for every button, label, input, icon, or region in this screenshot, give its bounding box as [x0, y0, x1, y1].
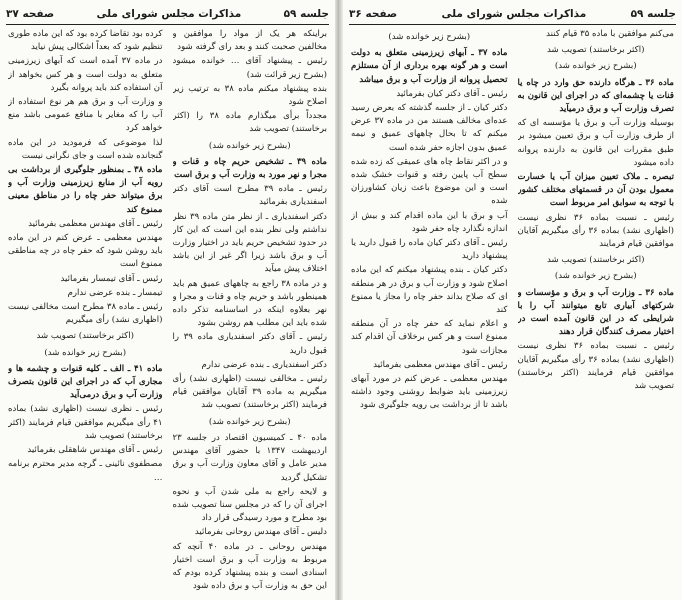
paragraph: رئیس ـ آقای تیمسار بفرمائید [60, 273, 163, 284]
paragraph: و در اکثر نقاط چاه های عمیقی که زده شده سطح آب پایین رفته و قنوات خشک شده است و این موضوع باعث زیان کشاورزان شده [351, 156, 508, 207]
left-page-column-right [173, 28, 328, 596]
right-page-session: جلسه ۵۹ [630, 8, 676, 20]
paragraph: رئیس ـ ماده ۳۹ مطرح است آقای دکتر اسفندیاری بفرمائید [172, 184, 327, 208]
left-page-number: صفحه ۳۷ [6, 8, 55, 20]
article-text: ماده ۳۸ ـ بمنظور جلوگیری از برداشت بی رویه آب از منابع زیرزمینی وزارت آب و برق میتواند حفر چاه را در مناطق معینی ممنوع کند [8, 165, 163, 215]
paragraph: بوسیله وزارت آب و برق یا مؤسسه ای که از طرف وزارت آب و برق تعیین میشود بر طبق مقررات این قانون به دارنده پروانه داده میشود [517, 118, 674, 168]
note-text: تبصره ـ ملاک تعیین میزان آب یا خسارت معمول بودن آن در قسمتهای مختلف کشور با توجه به سوابق امر مربوط است [517, 172, 674, 209]
paragraph: مجدداً برأی میگذارم ماده ۳۸ را (اکثر برخاستند) تصویب شد [172, 111, 327, 135]
article-text: ماده ۳۶ ـ هرگاه دارنده حق وارد در چاه یا قنات یا چشمه‌ای که در اجرای این قانون به تصرف وزارت آب و برق درمیآید [517, 77, 674, 115]
right-page-number: صفحه ۳۶ [349, 8, 398, 20]
paragraph: دکتر کیان ـ بنده پیشنهاد میکنم که این ماده اصلاح شود و وزارت آب و برق در هر منطقه ای که صلاح بداند حفر چاه را مجاز یا ممنوع کند [351, 265, 508, 316]
left-page-column-left [8, 28, 163, 596]
paragraph: مهندس معظمی ـ عرض کنم در مورد آبهای زیرزمینی باید ضوابط روشنی وجود داشته باشد تا از برداشت بی رویه جلوگیری شود [351, 374, 508, 411]
paragraph: در ماده ۳۷ آمده است که آبهای زیرزمینی متعلق به دولت است و هر کس بخواهد از آن استفاده کند باید پروانه بگیرد [8, 56, 163, 93]
paragraph: رئیس ـ نسبت بماده ۳۶ نظری نیست (اظهاری نشد) بماده ۳۶ رأی میگیریم آقایان موافقین قیام فرمایند (اکثر برخاستند) تصویب شد [517, 341, 674, 392]
article-text: ماده ۳۶ ـ وزارت آب و برق و مؤسسات و شرکتهای آبیاری تابع میتوانند آب را با شرایطی که در این قانون آمده است در اختیار مصرف کنندگان قرار دهند [517, 287, 674, 338]
article-text: ماده ۳۷ ـ آبهای زیرزمینی متعلق به دولت است و هر گونه بهره برداری از آن مستلزم تحصیل پروانه از وزارت آب و برق میباشد [351, 48, 508, 85]
book-gutter [335, 0, 343, 600]
paragraph: براینکه هر یک از مواد را موافقین و مخالفین صحبت کنند و بعد رای گرفته شود [172, 29, 327, 53]
paragraph: رئیس ـ نسبت بماده ۳۶ نظری نیست (اظهاری نشد) بماده ۳۶ رأی میگیریم آقایان موافقین قیام فرمایند [517, 212, 674, 250]
paragraph: دکتر اسفندیاری ـ بنده عرضی ندارم [201, 359, 327, 370]
paragraph: رئیس ـ ماده ۳۸ مطرح است مخالفی نیست (اظهاری نشد) رأی میگیریم [8, 302, 163, 326]
left-page-body [8, 28, 327, 596]
paragraph: رئیس ـ آقای مهندس معظمی بفرمائید [28, 218, 163, 229]
paragraph: کرده بود تقاضا کرده بود که این ماده طوری تنظیم شود که بعداً اشکالی پیش نیاید [8, 29, 163, 53]
right-page-header [349, 6, 676, 25]
paragraph: دلیس ـ آقای مهندس روحانی بفرمائید [194, 527, 327, 538]
vote-result: (اکثر برخاستند) تصویب شد [546, 45, 645, 56]
paragraph: لذا موضوعی که فرمودید در این ماده گنجانده شده است و جای نگرانی نیست [8, 137, 163, 161]
paragraph: مهندس روحانی ـ در ماده ۴۰ آنچه که مربوط به وزارت آب و برق است اختیار اسنادی است و بنده پیشنهاد کرده بودم که این حق به وزارت آب و برق داده شود [172, 541, 327, 592]
reading-note: (بشرح زیر خوانده شد) [44, 347, 127, 358]
paragraph: رئیس ـ نظری نیست (اظهاری نشد) بماده ۴۱ رأی میگیریم موافقین قیام فرمایند (اکثر برخاستند) تصویب شد [8, 404, 163, 441]
vote-result: (اکثر برخاستند) تصویب شد [36, 331, 134, 342]
paragraph: بنده پیشنهاد میکنم ماده ۳۸ به ترتیب زیر اصلاح شود [172, 83, 327, 108]
article-text: ماده ۴۱ ـ الف ـ کلیه قنوات و چشمه ها و مجاری آب که در اجرای این قانون بتصرف وزارت آب و برق درمی‌آید [8, 363, 163, 401]
paragraph: و لایحه راجع به ملی شدن آب و نحوه اجرای آن را که در مجلس سنا تصویب شده بود مطرح و مورد رسیدگی قرار داد [172, 486, 327, 524]
left-page-session: جلسه ۵۹ [283, 8, 329, 20]
paragraph: رئیس ـ آقای دکتر اسفندیاری ماده ۳۹ را قبول دارید [172, 332, 327, 356]
paragraph: مهندس معظمی ـ عرض کنم در این ماده باید روشن شود که حفر چاه در چه مناطقی ممنوع است [8, 233, 163, 270]
paragraph: رئیس ـ آقای دکتر کیان ماده را قبول دارید یا پیشنهاد دارید [351, 238, 508, 262]
reading-note: (بشرح زیر خوانده شد) [388, 32, 471, 42]
paragraph: رئیس ـ پیشنهاد آقای … خوانده میشود (بشرح زیر قرائت شد) [172, 56, 327, 80]
left-page-header [6, 6, 329, 25]
paragraph: رئیس ـ آقای مهندس شاهقلی بفرمائید [27, 445, 163, 456]
paragraph: دکتر اسفندیاری ـ از نظر متن ماده ۳۹ نظر نداشتم ولی نظر بنده این است که این کار در حدود تشخیص حریم باید در اختیار وزارت آب و برق باشد زیرا اگر غیر از این باشد اختلاف پیش میآید [172, 211, 327, 275]
right-page-column-left [351, 28, 508, 596]
paragraph: ماده ۴۰ ـ کمیسیون اقتصاد در جلسه ۲۳ اردیبهشت ۱۳۴۷ با حضور آقای مهندس مدیر عامل و آقای معاون وزارت آب و برق تشکیل گردید [172, 432, 327, 483]
paragraph: رئیس ـ مخالفی نیست (اظهاری نشد) رأی میگیریم به ماده ۳۹ آقایان موافقین قیام فرمایند (اکثر برخاستند) تصویب شد [172, 374, 327, 411]
reading-note: (بشرح زیر خوانده شد) [208, 140, 291, 151]
reading-note: (بشرح زیر خوانده شد) [208, 416, 291, 427]
left-page-title: مذاکرات مجلس شورای ملی [96, 8, 242, 20]
right-page-body [351, 28, 674, 596]
left-page [0, 0, 335, 600]
paragraph: رئیس ـ آقای دکتر کیان بفرمائید [396, 88, 508, 99]
paragraph: می‌کنم موافقین با ماده ۳۵ قیام کنند [546, 29, 674, 39]
paragraph: و اعلام نماید که حفر چاه در آن منطقه ممنوع است و هر کس برخلاف آن اقدام کند مجازات شود [351, 319, 508, 356]
paragraph: مصطفوی نائینی ـ گرچه مدیر محترم برنامه … [8, 459, 163, 483]
right-page [343, 0, 682, 600]
reading-note: (بشرح زیر خوانده شد) [554, 61, 637, 72]
vote-result: (اکثر برخاستند) تصویب شد [546, 255, 645, 266]
reading-note: (بشرح زیر خوانده شد) [554, 271, 637, 282]
paragraph: دکتر کیان ـ از جلسه گذشته که بعرض رسید عده‌ای مخالف هستند من در ماده ۳۷ عرض میکنم که تا بحال چاههای عمیق و نیمه عمیق بدون اجازه حفر شده است [351, 103, 508, 153]
article-text: ماده ۳۹ ـ تشخیص حریم چاه و قنات و مجرا و نهر مورد به وزارت آب و برق است [172, 156, 327, 181]
paragraph: و وزارت آب و برق هم هر نوع استفاده از آب را که مغایر با منافع عمومی باشد منع خواهد کرد [8, 97, 163, 134]
right-page-column-right [518, 28, 675, 596]
paragraph: تیمسار ـ بنده عرضی ندارم [67, 287, 163, 298]
paragraph: و در ماده ۳۸ راجع به چاههای عمیق هم باید همینطور باشد و حریم چاه و قنات و مجرا و نهر بعلاوه اینکه در اساسنامه تذکر داده شده باید این مطلب هم روشن بشود [172, 278, 327, 329]
paragraph: آب و برق با این ماده اقدام کند و بیش از اندازه نگذارد چاه حفر شود [351, 210, 508, 234]
right-page-title: مذاکرات مجلس شورای ملی [441, 8, 587, 20]
paragraph: رئیس ـ آقای مهندس معظمی بفرمائید [373, 359, 508, 370]
